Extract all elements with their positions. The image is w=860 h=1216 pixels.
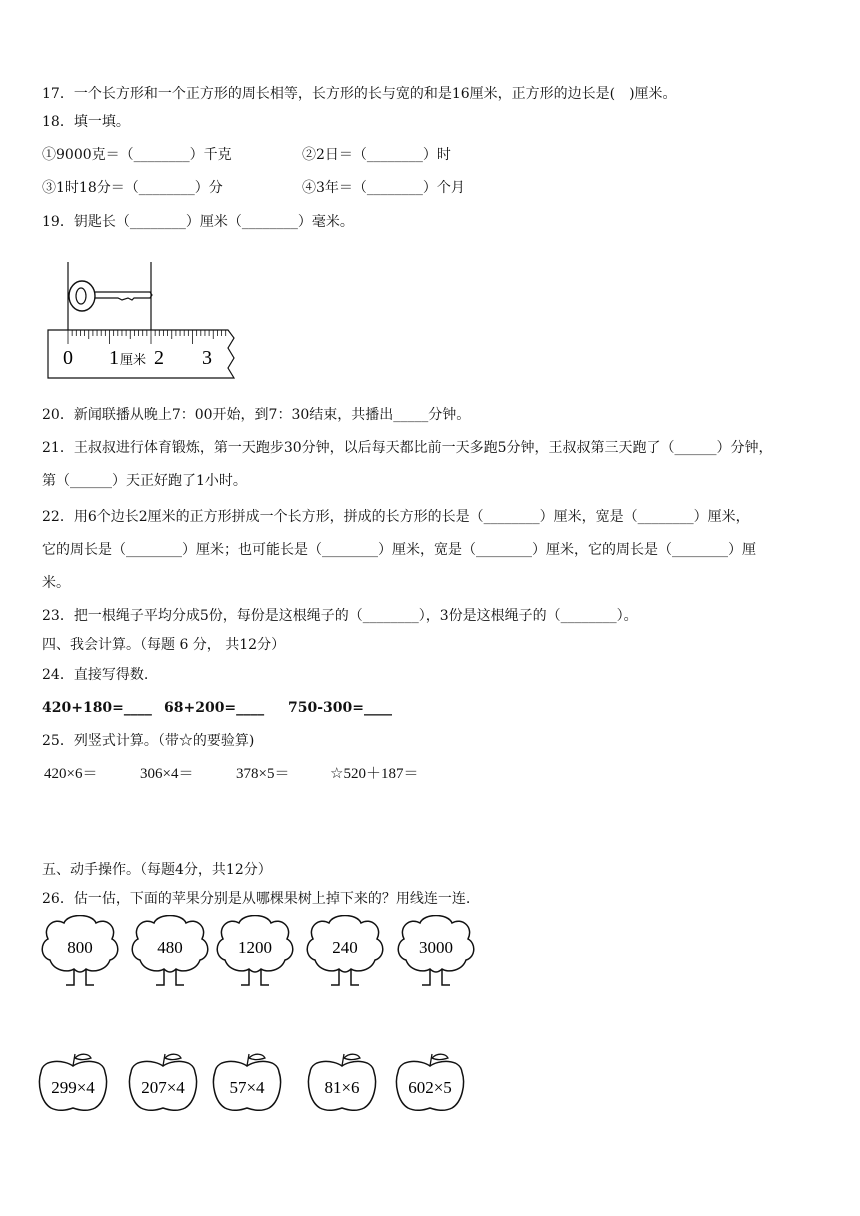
question-18-c: ③1时18分＝（________）分 (42, 180, 223, 196)
ruler-label-unit: 厘米 (120, 352, 147, 367)
question-18-a: ①9000克＝（________）千克 (42, 147, 232, 163)
question-25-item-3: 378×5＝ (236, 766, 290, 782)
tree-value-4: 240 (332, 938, 358, 957)
section-4-heading: 四、我会计算。（每题 6 分， 共12分） (42, 637, 286, 653)
ruler-label-3: 3 (202, 347, 212, 369)
tree-1 (42, 916, 118, 986)
tree-2 (132, 916, 208, 986)
question-26-title: 26．估一估，下面的苹果分别是从哪棵果树上掉下来的？用线连一连. (42, 891, 471, 907)
question-24-item-2: 68+200=____ (164, 700, 265, 716)
question-25-title: 25．列竖式计算。（带☆的要验算) (42, 733, 255, 749)
question-21-line1: 21．王叔叔进行体育锻炼，第一天跑步30分钟，以后每天都比前一天多跑5分钟，王叔叔第三天跑了（______）分钟， (42, 440, 773, 456)
question-18-b: ②2日＝（________）时 (302, 147, 451, 163)
apple-4 (308, 1054, 375, 1110)
key-ruler-figure (42, 256, 242, 386)
question-18-title: 18．填一填。 (42, 114, 130, 130)
apple-expression-1: 299×4 (51, 1078, 95, 1097)
apple-5 (396, 1054, 463, 1110)
apple-expression-4: 81×6 (324, 1078, 360, 1097)
question-22-line2: 它的周长是（________）厘米；也可能长是（________）厘米，宽是（________）厘米，它的周长是（________）厘 (42, 542, 756, 558)
apple-expression-5: 602×5 (408, 1078, 452, 1097)
tree-value-1: 800 (67, 938, 93, 957)
question-22-line1: 22．用6个边长2厘米的正方形拼成一个长方形，拼成的长方形的长是（________）厘米，宽是（________）厘米， (42, 509, 750, 525)
question-25-item-2: 306×4＝ (140, 766, 194, 782)
question-25-item-1: 420×6＝ (44, 766, 98, 782)
question-18-d: ④3年＝（________）个月 (302, 180, 465, 196)
tree-value-3: 1200 (238, 938, 272, 957)
question-17: 17．一个长方形和一个正方形的周长相等，长方形的长与宽的和是16厘米，正方形的边长是( )厘米。 (42, 86, 677, 102)
ruler-label-1: 1 (109, 347, 119, 369)
apple-1 (39, 1054, 106, 1110)
tree-value-5: 3000 (419, 938, 453, 957)
ruler-label-0: 0 (63, 347, 73, 369)
question-24-item-3: 750-300=____ (288, 700, 392, 716)
tree-value-2: 480 (157, 938, 183, 957)
apple-expression-2: 207×4 (141, 1078, 185, 1097)
trees-row (0, 915, 860, 1005)
question-23: 23．把一根绳子平均分成5份，每份是这根绳子的（________），3份是这根绳子的（________）。 (42, 608, 638, 624)
tree-3 (217, 916, 293, 986)
apple-3 (213, 1054, 280, 1110)
question-22-line3: 米。 (42, 575, 70, 591)
question-24-item-1: 420+180=____ (42, 700, 152, 716)
section-5-heading: 五、动手操作。（每题4分，共12分） (42, 862, 272, 878)
question-24-title: 24．直接写得数. (42, 667, 149, 683)
apple-2 (129, 1054, 196, 1110)
tree-4 (307, 916, 383, 986)
question-20: 20．新闻联播从晚上7：00开始，到7：30结束，共播出_____分钟。 (42, 407, 471, 423)
question-19: 19．钥匙长（________）厘米（________）毫米。 (42, 214, 354, 230)
tree-5 (398, 916, 474, 986)
apples-row (0, 1050, 860, 1120)
apple-expression-3: 57×4 (229, 1078, 265, 1097)
question-25-item-4: ☆520＋187＝ (330, 766, 419, 782)
ruler-label-2: 2 (154, 347, 164, 369)
key-icon (69, 281, 152, 311)
question-21-line2: 第（______）天正好跑了1小时。 (42, 473, 247, 489)
